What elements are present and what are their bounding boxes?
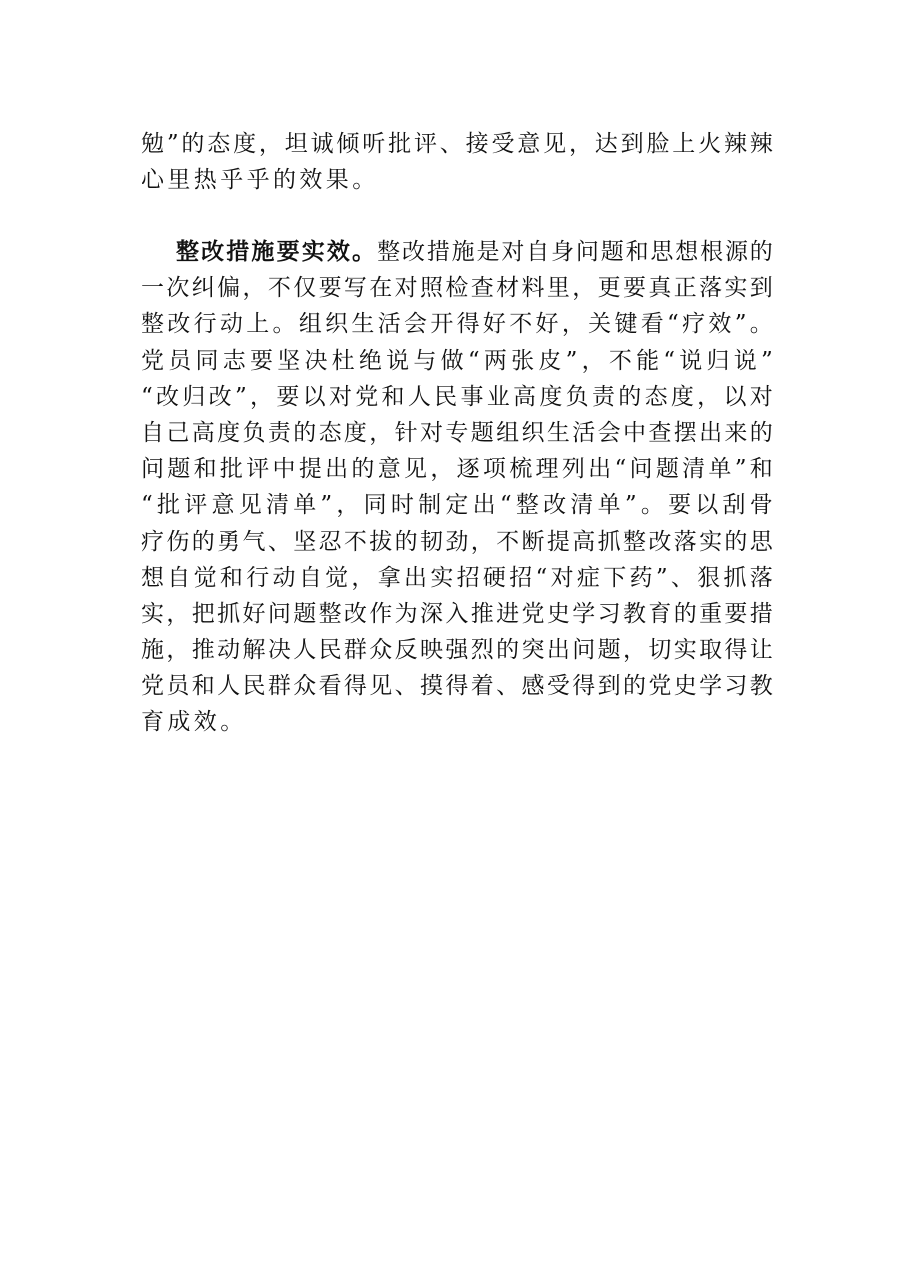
paragraph-line: “批评意见清单”，同时制定出“整改清单”。要以刮骨 [141, 492, 773, 519]
paragraph-line: 疗伤的勇气、坚忍不拔的韧劲，不断提高抓整改落实的思 [141, 528, 773, 555]
paragraph-line: “改归改”，要以对党和人民事业高度负责的态度，以对 [141, 383, 773, 410]
paragraph-line: 党员和人民群众看得见、摸得着、感受得到的党史学习教 [141, 673, 773, 700]
paragraph-continuation [141, 126, 773, 198]
paragraph-line: 问题和批评中提出的意见，逐项梳理列出“问题清单”和 [141, 456, 773, 483]
paragraph-line: 整改行动上。组织生活会开得好不好，关键看“疗效”。 [141, 311, 773, 338]
paragraph-line: 想自觉和行动自觉，拿出实招硬招“对症下药”、狠抓落 [141, 564, 773, 591]
paragraph-line: 勉”的态度，坦诚倾听批评、接受意见，达到脸上火辣辣 [141, 131, 773, 157]
paragraph-line: 心里热乎乎的效果。 [141, 167, 379, 194]
paragraph-rectification [141, 234, 773, 741]
paragraph-line: 施，推动解决人民群众反映强烈的突出问题，切实取得让 [141, 637, 773, 664]
paragraph-first-line [141, 234, 773, 270]
paragraph-line: 自己高度负责的态度，针对专题组织生活会中查摆出来的 [141, 419, 773, 446]
paragraph-heading: 整改措施要实效。 [176, 239, 378, 265]
paragraph-line-text: 整改措施是对自身问题和思想根源的 [377, 239, 774, 265]
paragraph-line: 实，把抓好问题整改作为深入推进党史学习教育的重要措 [141, 600, 773, 627]
paragraph-line: 一次纠偏，不仅要写在对照检查材料里，更要真正落实到 [141, 275, 773, 302]
paragraph-line: 育成效。 [141, 709, 247, 736]
paragraph-line: 党员同志要坚决杜绝说与做“两张皮”，不能“说归说” [141, 347, 773, 374]
